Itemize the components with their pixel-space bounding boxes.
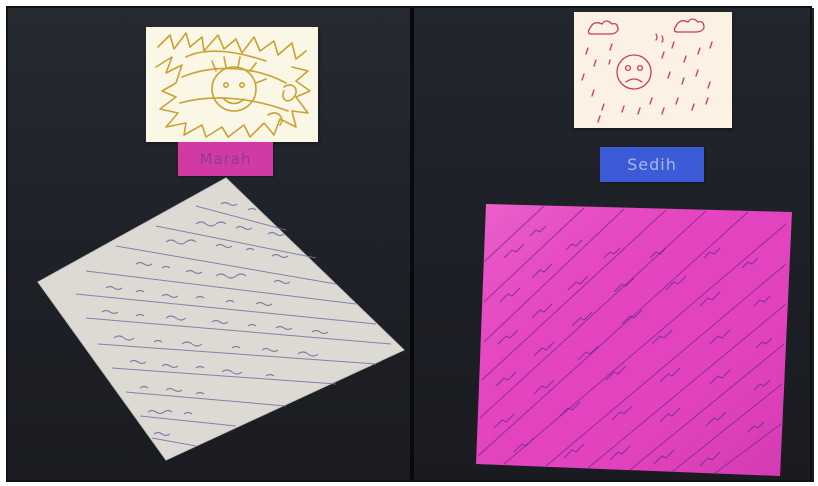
- angry-face-drawing: [146, 27, 318, 142]
- right-writing-sheet: [474, 202, 794, 478]
- magenta-sheet-graphic: [474, 202, 794, 478]
- name-label: Marah: [199, 150, 252, 168]
- name-label: Sedih: [627, 155, 677, 174]
- name-card-marah: [178, 142, 273, 176]
- panel-divider: [410, 8, 414, 482]
- scribble-face-icon: [146, 27, 318, 142]
- sad-face-drawing: [574, 12, 732, 128]
- name-card-sedih: [600, 147, 704, 182]
- sad-face-rain-icon: [574, 12, 732, 128]
- left-writing-sheet: [36, 176, 406, 461]
- ruled-sheet-graphic: [36, 176, 406, 461]
